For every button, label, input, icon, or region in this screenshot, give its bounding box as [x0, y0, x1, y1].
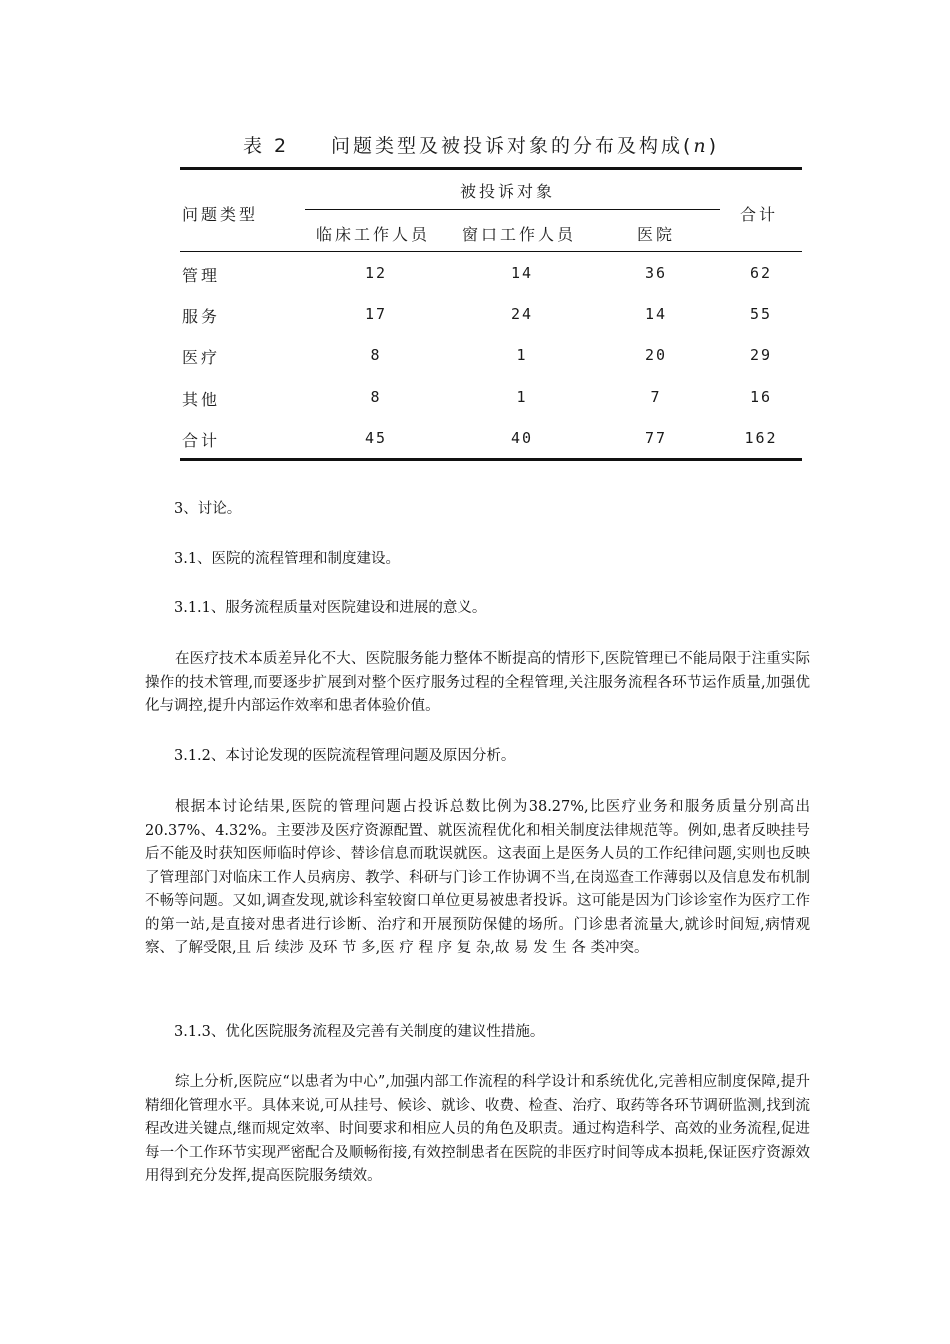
paragraph: 根据本讨论结果,医院的管理问题占投诉总数比例为38.27%,比医疗业务和服务质量分别高出20.37%、4.32%。主要涉及医疗资源配置、就医流程优化和相关制度法律规范等。例如,患者反映挂号后不能及时获知医师临时停诊、替诊信息而耽误就医。这表面上是医务人员的工作纪律问题,实则也反映了管理部门对临床工作人员病房、教学、科研与门诊工作协调不当,在岗巡查工作薄弱以及信息发布机制不畅等问题。又如,调查发现,就诊科室较窗口单位更易被患者投诉。这可能是因为门诊诊室作为医疗工作的第一站,是直接对患者进行诊断、治疗和开展预防保健的场所。门诊患者流量大,就诊时间短,病情观察、了解受限,且 后 续涉 及环 节 多,医 疗 程 序 复 杂,故 易 发 生 各 类冲突。	[145, 799, 810, 956]
paragraph: 综上分析,医院应“以患者为中心”,加强内部工作流程的科学设计和系统优化,完善相应制度保障,提升精细化管理水平。具体来说,可从挂号、候诊、就诊、收费、检查、治疗、取药等各环节调研监测,找到流程改进关键点,继而规定效率、时间要求和相应人员的角色及职责。通过构造科学、高效的业务流程,促进每一个工作环节实现严密配合及顺畅衔接,有效控制患者在医院的非医疗时间等成本损耗,保证医疗资源效用得到充分发挥,提高医院服务绩效。	[145, 1074, 810, 1184]
table-top-rule	[180, 167, 802, 170]
paragraph: 在医疗技术本质差异化不大、医院服务能力整体不断提高的情形下,医院管理已不能局限于注重实际操作的技术管理,而要逐步扩展到对整个医疗服务过程的全程管理,关注服务流程各环节运作质量,加强优化与调控,提升内部运作效率和患者体验价值。	[145, 651, 810, 714]
table-caption	[243, 131, 803, 161]
table-cell: 29	[749, 346, 773, 364]
row-header: 问题类型	[182, 205, 259, 224]
table-cell: 55	[749, 305, 773, 323]
table-cell: 24	[510, 305, 534, 323]
section-heading: 3.1.1、服务流程质量对医院建设和进展的意义。	[174, 600, 487, 616]
table-cell: 12	[364, 264, 388, 282]
table-cell: 77	[644, 429, 668, 447]
table-title-close: )	[708, 135, 720, 157]
table-cell: 1	[516, 346, 528, 364]
row-label: 合计	[182, 431, 221, 450]
table-cell: 8	[370, 388, 382, 406]
table-group-rule	[305, 209, 720, 210]
row-label: 管理	[182, 266, 221, 285]
row-label: 服务	[182, 307, 221, 326]
table-cell: 20	[644, 346, 668, 364]
table-title-n: n	[693, 135, 709, 157]
table-cell: 162	[744, 429, 778, 447]
complaint-distribution-table	[180, 167, 802, 463]
table-cell: 14	[510, 264, 534, 282]
table-cell: 62	[749, 264, 773, 282]
table-cell: 45	[364, 429, 388, 447]
row-label: 医疗	[182, 348, 221, 367]
table-cell: 36	[644, 264, 668, 282]
section-heading: 3.1.2、本讨论发现的医院流程管理问题及原因分析。	[174, 748, 516, 764]
column-header: 临床工作人员	[316, 225, 431, 244]
table-cell: 40	[510, 429, 534, 447]
section-heading: 3.1.3、优化医院服务流程及完善有关制度的建议性措施。	[174, 1024, 545, 1040]
section-heading: 3.1、医院的流程管理和制度建设。	[174, 551, 401, 567]
table-cell: 17	[364, 305, 388, 323]
section-heading: 3、讨论。	[174, 501, 242, 517]
column-header: 医院	[637, 225, 676, 244]
table-title: 问题类型及被投诉对象的分布及构成(	[331, 135, 694, 157]
column-header: 窗口工作人员	[462, 225, 577, 244]
table-cell: 1	[516, 388, 528, 406]
table-cell: 14	[644, 305, 668, 323]
table-cell: 7	[650, 388, 662, 406]
table-bottom-rule	[180, 458, 802, 461]
table-header-rule	[180, 251, 802, 252]
group-header: 被投诉对象	[460, 182, 556, 201]
total-header: 合计	[740, 205, 779, 224]
table-cell: 16	[749, 388, 773, 406]
table-cell: 8	[370, 346, 382, 364]
row-label: 其他	[182, 390, 221, 409]
table-number: 表 2	[243, 135, 290, 157]
